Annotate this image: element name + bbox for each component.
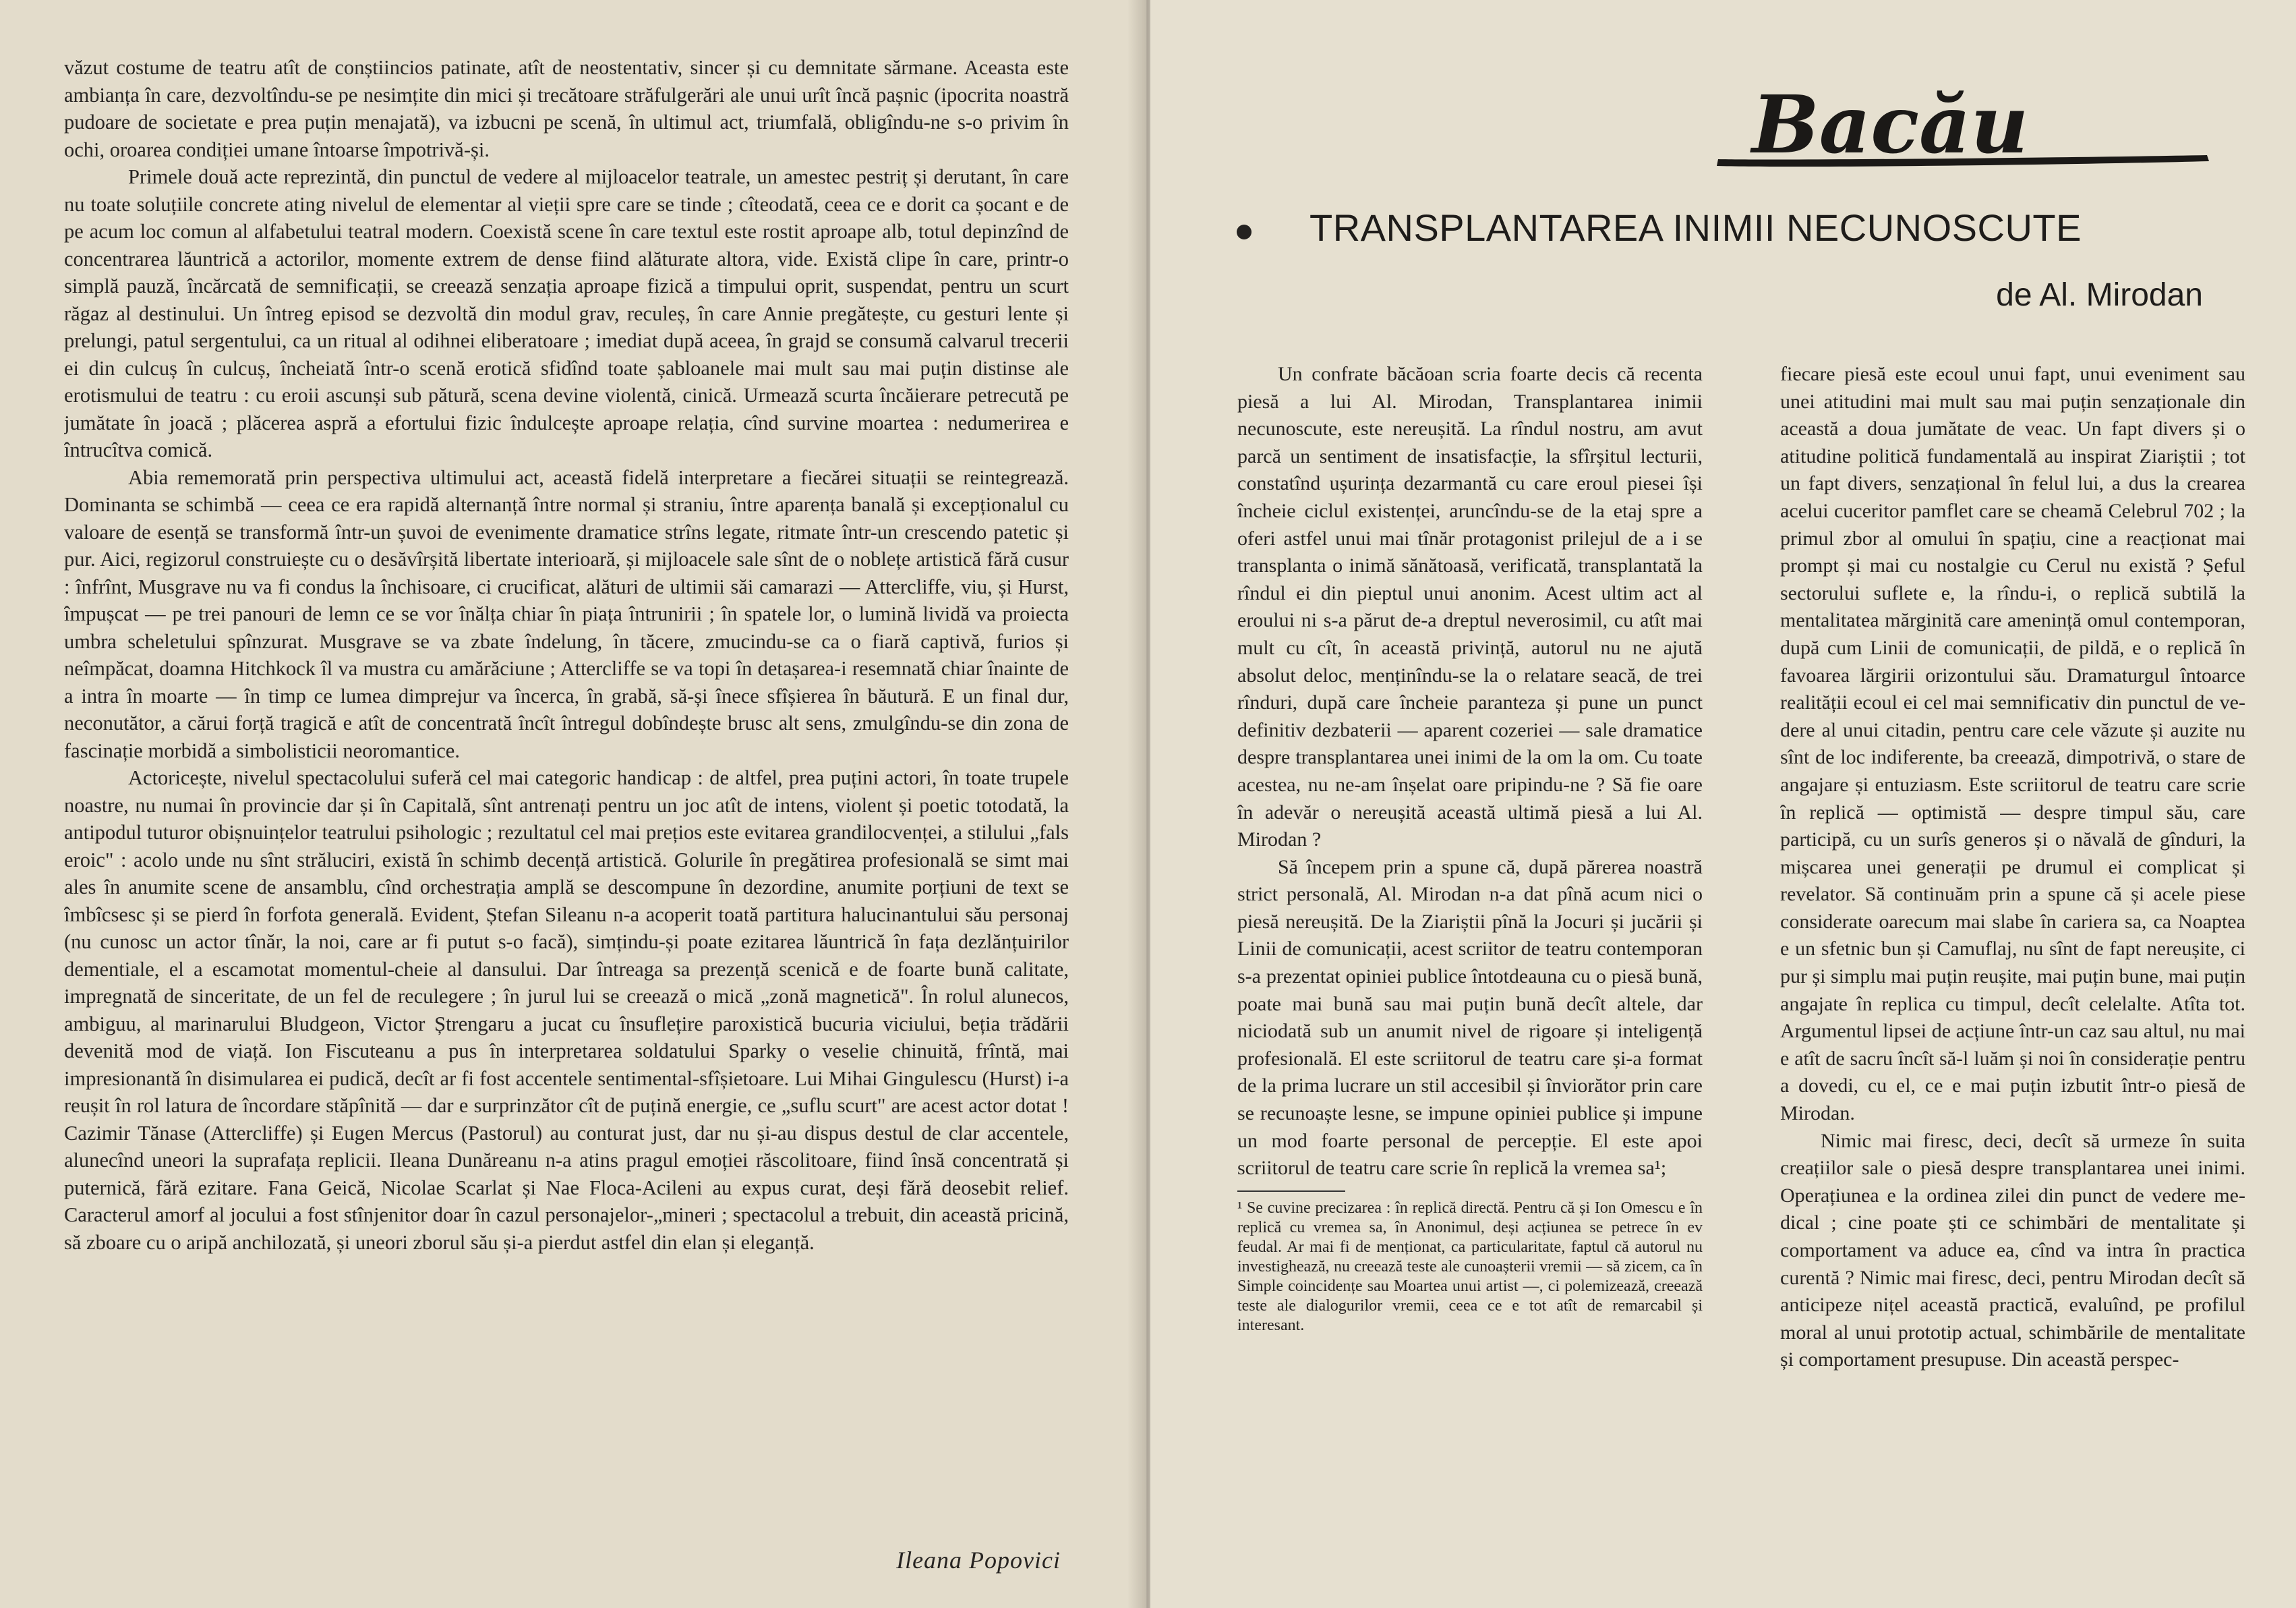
paragraph: Nimic mai firesc, deci, decît să urmeze în suita creațiilor sale o piesă despre transplantarea unei inimi. Operațiunea e la ordinea zilei din punct de vedere medical ; cine poate ști ce schimbări de mentalitate și comportament va aduce ea, cînd va intra în practica curentă ? Nimic mai firesc, deci, pentru Mirodan decît să anticipeze nițel această practică, evaluînd, pe profilul moral al unui prototip actual, schimbările de mentalitate și comportament presupuse. Din această perspec- — [1780, 1129, 2245, 1371]
footnote: ¹ Se cuvine precizarea : în replică directă. Pentru că și Ion Omescu e în replică cu vremea sa, în Anonimul, deși acțiunea se petrece în ev feudal. Ar mai fi de menționat, ca particularitate, faptul că autorul nu investighează, nu creează teste ale cunoașterii vremii — să zicem, ca în Simple coincidențe sau Moartea unui artist —, ci polemizează, creează teste ale dialogurilor vremii, ceea ce e tot atît de remarcabil și interesant. — [1237, 1199, 1703, 1334]
bullet-icon — [1237, 225, 1252, 239]
rubric-text: Bacău — [1752, 80, 2029, 171]
paragraph: văzut costume de teatru atît de conștiincios patinate, atît de neostentativ, sincer și cu demnitate sărmane. Aceasta este ambianța în care, dezvoltîndu-se pe nesimțite din mici și trecătoare străfulgerări ale unui urît încă pașnic (ipocrita noastră pudoare de societate e prea puțin menajată), va izbucni pe scenă, în ultimul act, triumfală, obligîndu-ne s-o privim în ochi, oroarea condiției umane întoarse împotrivă-și. — [64, 56, 1069, 161]
article-title: TRANSPLANTAREA INIMII NECUNOSCUTE — [1309, 206, 2082, 249]
left-page — [0, 0, 1146, 1608]
city-rubric-logo — [1705, 80, 2217, 181]
bacau-script-logo — [1705, 80, 2217, 181]
paragraph: Abia rememorată prin perspectiva ultimului act, această fidelă interpretare a fiecărei situații se reintegrează. Dominanta se schimbă — ceea ce era rapidă alternanță între normal și straniu, între aparența banală și excepționalul cu valoare de esență se transformă într-un șuvoi de evenimente dramatice strîns legate, ritmate într-un crescendo patetic și pur. Aici, regizorul construiește cu o desăvîrșită libertate interioară, și mijloacele sale sînt de o noblețe artistică fără cusur : înfrînt, Musgrave nu va fi condus la închisoare, ci crucificat, alături de ultimii săi camarazi — Attercliffe, viu, și Hurst, împușcat — pe trei panouri de lemn ce se vor înălța chiar în piața întrunirii ; în spatele lor, o lumină lividă va proiecta umbra scheletului spînzurat. Musgrave se va zbate îndelung, în tăcere, zmucindu-se ca o fiară captivă, furios și neîmpăcat, doamna Hitchkock îl va mustra cu amărăciune ; Attercliffe se va topi în detașarea-i resemnată chiar înainte de a intra în moarte — în timp ce lumea dimprejur va încerca, în grabă, să-și înece sfîșierea în băutură. E un final dur, neconutător, a cărui forță tragică e atît de concentrată încît întregul dobîndește brusc alt sens, zmulgîndu-se din zona de fascinație morbidă a simbolisticii neoromantice. — [64, 465, 1069, 762]
author-signature: Ileana Popovici — [896, 1547, 1061, 1574]
article-author: de Al. Mirodan — [1996, 277, 2203, 313]
article-heading — [1234, 206, 2232, 260]
paragraph: Actoricește, nivelul spectacolului suferă cel mai categoric handicap : de altfel, prea puțini actori, în toate trupele noastre, nu numai în provincie dar și în Capitală, sînt antrenați pentru un joc atît de intens, violent și poetic totodată, la antipodul tuturor obișnuințelor teatrului psihologic ; rezultatul cel mai prețios este evitarea grandilocvenței, a stilului „fals eroic" : acolo unde nu sînt străluciri, există în schimb decență artistică. Golurile în pregătirea profesională se simt mai ales în anumite scene de ansamblu, cînd orchestrația amplă se descompune în dezordine, anumite porțiuni de text se îmbîcsesc și se pierd în forfota generală. Evident, Ștefan Sileanu n-a acoperit toată partitura halucinantului său personaj (nu cunosc un actor tînăr, la noi, care ar fi putut s-o facă), simțindu-și poate ezitarea lăuntrică în fața dezlănțuirilor dementiale, el a escamotat momentul-cheie al dansului. Dar întreaga sa prezență scenică e de foarte bună calitate, impregnată de sinceritate, de un fel de reculegere ; în jurul lui se creează o mică „zonă magnetică". În rolul alunecos, ambiguu, al marinarului Bludgeon, Victor Ștrengaru a jucat cu însuflețire paroxistică bucuria viciului, beția trădării devenită mod de viață. Ion Fiscuteanu a pus în interpretarea soldatului Sparky o veselie chinuită, frîntă, mai impresionantă în disimularea ei pudică, decît ar fi fost accentele sentimental-sfîșietoare. Lui Mihai Gingulescu (Hurst) i-a reușit în rol latura de încordare stăpînită — dar e surprinzător cît de puțină energie, ce „suflu scurt" are acest actor dotat ! Cazimir Tănase (Attercliffe) și Eugen Mercus (Pastorul) au conturat just, dar nu și-au dispus destul de clar accentele, alunecînd uneori la suprafața replicii. Ileana Dunăreanu n-a atins pragul emoției răscolitoare, fiind însă concentrată și puternică, fără ezitare. Fana Geică, Nicolae Scarlat și Nae Floca-Acileni au expus curat, deși fără deosebit relief. Caracterul amorf al jocului a fost stînjenitor doar în cazul personajelor-„mineri ; spectacolul a trebuit, din această pricină, să zboare cu o aripă anchilozată, și uneori zborul său și-a pierdut astfel din elan și eleganță. — [64, 766, 1069, 1254]
paragraph: Un confrate băcăoan scria foarte decis că recenta piesă a lui Al. Mirodan, Transplantarea inimii necunoscute, este nereușită. La rîndul nostru, am avut parcă un sentiment de insatisfacție, la sfîrșitul lecturii, constatînd ușurința dezarmantă cu care eroul piesei își încheie ciclul existenței, aruncîndu-se de la etaj spre a oferi astfel unui mai tînăr protagonist prilejul de a i se transplanta o inimă sănătoasă, verificată, transplantată la rîndul ei din pieptul unui anonim. Acest ultim act al eroului ni s-a părut de-a dreptul neverosimil, cu atît mai mult cu cît, în această privință, autorul nu ne ajută absolut deloc, menținîndu-se la o relatare seacă, de trei rînduri, după care încheie paranteza și pune un punct definitiv dezbaterii — aparent cozeriei — sale dramatice despre transplantarea unei inimi de la om la om. Cu toate acestea, nu ne-am înșelat oare pripindu-ne ? Să fie oare în adevăr o nereușită această ultimă piesă a lui Al. Mirodan ? — [1237, 363, 1703, 851]
paragraph: Să începem prin a spune că, după părerea noastră strict personală, Al. Mirodan n-a dat pînă acum nici o piesă nereușită. De la Ziariștii pînă la Jocuri și jucării și Linii de comunicații, acest scriitor de teatru contemporan s-a prezentat opiniei publice întotdeauna cu o piesă bună, poate mai bună sau mai puțin bună decît altele, dar niciodată sub un anumit nivel de rigoare și inteligență profesională. El este scriitorul de teatru care și-a format de la prima lucrare un stil accesibil și înviorător prin care se recunoaște lesne, se impune opiniei publice și impune un mod foarte personal de percepție. El este apoi scriitorul de teatru care scrie în replică la vremea sa¹; — [1237, 855, 1703, 1180]
review-text — [64, 54, 1069, 1538]
article-column-2 — [1780, 361, 2245, 1595]
paragraph: fiecare piesă este ecoul unui fapt, unui eveniment sau unei atitudini mai mult sau mai puțin senzaționale din această a doua jumătate de veac. Un fapt divers și o atitudine politică fundamentală au inspirat Ziariștii ; tot un fapt divers, senzațional în felul lui, a dus la crearea acelui cuceritor pamflet care se cheamă Celebrul 702 ; la primul zbor al omului în spațiu, cine a reacționat mai prompt și mai cu nostalgie cu Cerul nu există ? Șeful sectorului suflete e, la rîndu-i, o replică subtilă la mentalitatea mărginită care amenință omul contemporan, după cum Linii de comunicații, de pildă, e o replică în favoarea lărgirii orizontului său. Dramaturgul întoarce realității ecoul ei cel mai semnificativ din punctul de vedere al unui citadin, pentru care cele văzute și auzite nu sînt de loc indiferente, ba creează, dimpotrivă, o stare de angajare și entuziasm. Este scriitorul de teatru care scrie în replică — optimistă — despre timpul său, care participă, cu un surîs generos și o năvală de gînduri, la mișcarea unei generații pe drumul ei complicat și revelator. Să continuăm prin a spune că și acele piese considerate oarecum mai slabe în cariera sa, ca Noaptea e un sfetnic bun și Camuflaj, nu sînt de fapt nereușite, ci pur și simplu mai puțin reușite, mai puțin bune, mai puțin angajate în replica cu timpul, decît celelalte. Atîta tot. Argumentul lipsei de acțiune într-un caz sau altul, nu mai e atît de sacru încît să-l luăm și noi în considerație pentru a dovedi, cu el, ce e mai puțin izbutit într-o piesă de Mirodan. — [1780, 363, 2245, 1125]
article-column-1 — [1237, 361, 1703, 1595]
paragraph: Primele două acte reprezintă, din punctul de vedere al mijloacelor teatrale, un amestec pestriț și derutant, în care nu toate soluțiile concrete ating nivelul de elementar al vieții spre care se tinde ; cîteodată, ceea ce e dorit ca șocant e de pe acum loc comun al alfabetului teatral modern. Coexistă scene în care textul este rostit aproape alb, totul depinzînd de concentrarea lăuntrică a actorilor, momente extrem de dense fiind alăturate altora, vide. Există clipe în care, printr-o simplă pauză, încărcată de semnificații, se creează senzația aproape fizică a timpului oprit, suspendat, pentru un scurt răgaz al destinului. Un întreg episod se dezvoltă din modul grav, reculeș, în care Annie pregătește, cu gesturi lente și prelungi, patul sergentului, ca un ritual al odihnei eliberatoare ; imediat după aceea, în grajd se consumă calvarul trecerii ei din culcuș în culcuș, încheiată într-o scenă erotică sfidînd toate șabloanele mai mult sau mai puțin distinse ale erotismului de teatru : cu eroii ascunși sub pătură, scena devine violentă, cinică. Urmează scurta încăierare petrecută pe jumătate în joacă ; plăcerea aspră a efortului fizic îndulcește aproape relația, cînd survine moartea : nedumerirea e întrucîtva comică. — [64, 165, 1069, 461]
footnote-divider — [1237, 1190, 1345, 1192]
